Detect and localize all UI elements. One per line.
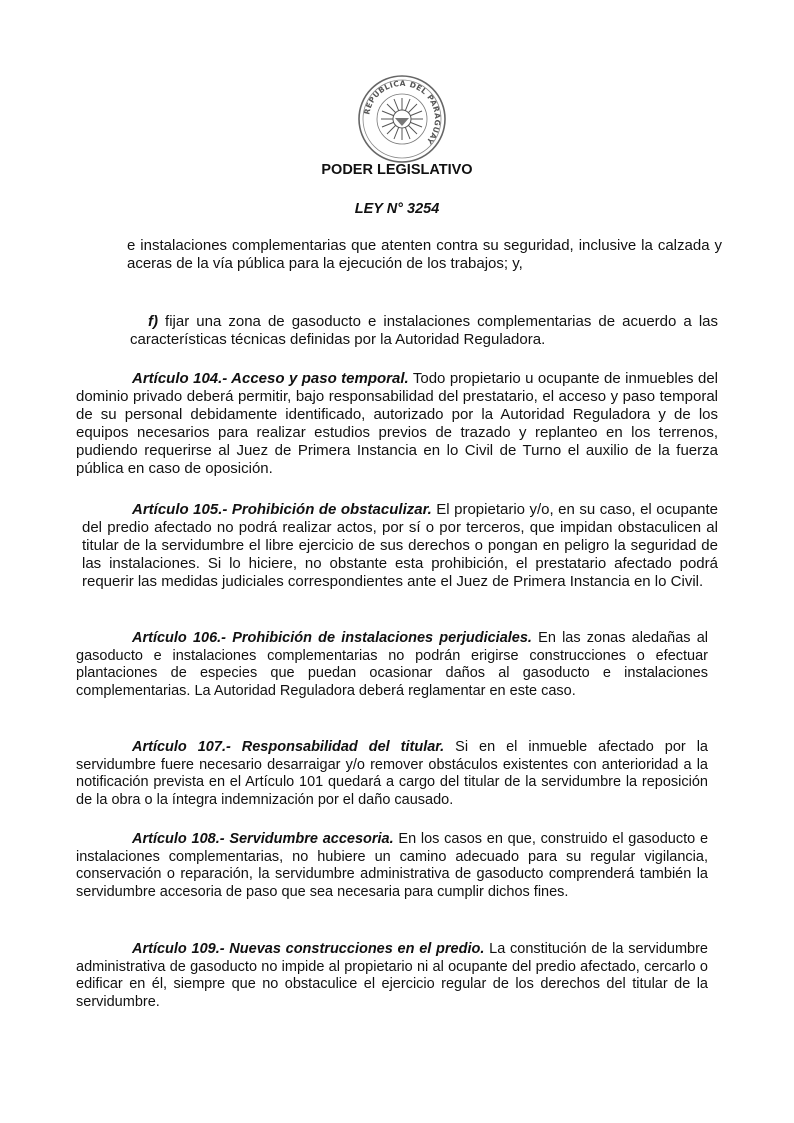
article-title: Artículo 109.- Nuevas construcciones en el predio. [132, 941, 485, 957]
article-title: Artículo 105.- Prohibición de obstaculizar. [132, 501, 432, 518]
paragraph-item-f [130, 313, 718, 349]
article-title: Artículo 107.- Responsabilidad del titular. [132, 739, 445, 755]
article-title: Artículo 104.- Acceso y paso temporal. [132, 370, 409, 387]
article-text: En los casos en que, construido el gasoducto e instalaciones complementarias, no hubiere un camino adecuado para su regular vigilancia, conservación o reparación, la servidumbre administrativa de gasoducto comprenderá también la servidumbre accesoria de paso que sea necesaria para cumplir dichos fines. [76, 831, 709, 900]
paragraph-continuation [127, 237, 722, 273]
article-106 [76, 630, 708, 700]
article-text: Si en el inmueble afectado por la servidumbre fuere necesario desarraigar y/o remover obstáculos existentes con anterioridad a la notificación prevista en el Artículo 101 quedará a cargo del titular de la servidumbre la reposición de la obra o la íntegra indemnización por el daño causado. [76, 739, 708, 808]
article-text: Todo propietario u ocupante de inmuebles del dominio privado deberá permitir, bajo responsabilidad del prestatario, el acceso y paso temporal de su personal debidamente identificado, autorizado por la Autoridad Reguladora y de los equipos necesarios para realizar estudios previos de trazado y replanteo en los terrenos, pudiendo requerirse al Juez de Primera Instancia en lo Civil de Turno el auxilio de la fuerza pública en caso de oposición. [76, 370, 718, 477]
article-text: En las zonas aledañas al gasoducto e instalaciones complementarias no podrán erigirse construcciones o efectuar plantaciones de especies que puedan ocasionar daños al gasoducto e instalaciones complementarias. La Autoridad Reguladora deberá reglamentar en este caso. [76, 630, 708, 699]
article-title: Artículo 108.- Servidumbre accesoria. [132, 831, 394, 847]
document-title: PODER LEGISLATIVO [321, 162, 473, 178]
article-104 [76, 370, 718, 478]
article-108 [76, 831, 708, 901]
republic-seal [357, 74, 447, 164]
law-number: LEY N° 3254 [354, 201, 440, 217]
seal-text: REPUBLICA DEL PARAGUAY [362, 78, 443, 147]
article-text: La constitución de la servidumbre administrativa de gasoducto no impide al propietario ni al ocupante del predio afectado, cercarlo o edificar en él, siempre que no obstaculice el ejercicio regular de los derechos del titular de la servidumbre. [76, 941, 708, 1010]
paragraph-text: fijar una zona de gasoducto e instalaciones complementarias de acuerdo a las características técnicas definidas por la Autoridad Reguladora. [130, 313, 718, 348]
article-105 [82, 501, 718, 591]
article-title: Artículo 106.- Prohibición de instalaciones perjudiciales. [132, 630, 532, 646]
paragraph-text: e instalaciones complementarias que atenten contra su seguridad, inclusive la calzada y aceras de la vía pública para la ejecución de los trabajos; y, [127, 237, 722, 272]
item-label: f) [148, 313, 158, 330]
article-107 [76, 739, 708, 809]
article-109 [76, 941, 708, 1011]
article-text: El propietario y/o, en su caso, el ocupante del predio afectado no podrá realizar actos, por sí o por terceros, que impidan obstaculicen al titular de la servidumbre el libre ejercicio de sus derechos o pongan en peligro la seguridad de las instalaciones. Si lo hiciere, no obstante esta prohibición, el prestatario afectado podrá requerir las medidas judiciales correspondientes ante el Juez de Primera Instancia en lo Civil. [82, 501, 718, 590]
